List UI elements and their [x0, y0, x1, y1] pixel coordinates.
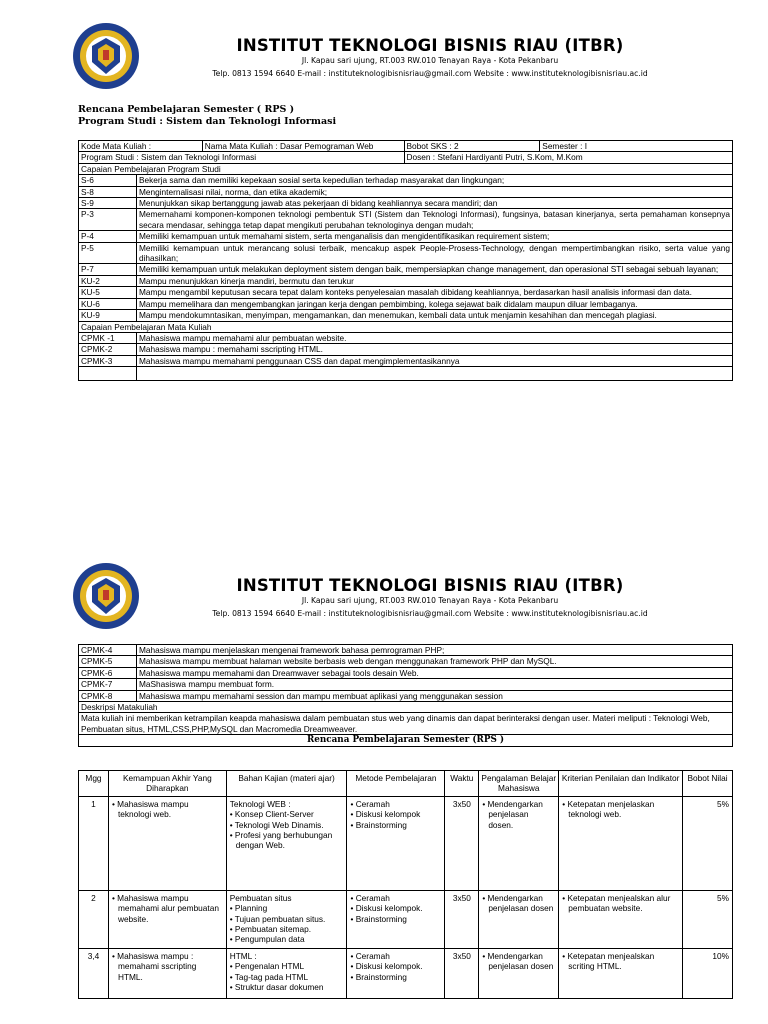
- plan-header-cell: Bahan Kajian (materi ajar): [226, 771, 347, 797]
- course-sks-cell: Bobot SKS : 2: [404, 141, 540, 152]
- cpl-row: [79, 287, 733, 298]
- plan-week: 2: [79, 890, 109, 948]
- cpmk-text: Mahasiswa mampu memahami penggunaan CSS dan dapat mengimplementasikannya: [136, 355, 732, 366]
- plan-bahan-title: HTML :: [229, 950, 257, 961]
- itbr-logo-icon: [72, 562, 140, 630]
- plan-header-cell: Mgg: [79, 771, 109, 797]
- plan-waktu: 3x50: [445, 796, 479, 890]
- course-prodi-cell: Program Studi : Sistem dan Teknologi Informasi: [79, 152, 405, 163]
- empty-cell: [136, 367, 732, 381]
- rps-label-row: [79, 735, 733, 746]
- plan-metode-item: • Diskusi kelompok.: [350, 961, 423, 972]
- cpl-code: P-7: [79, 264, 137, 275]
- cpl-code: S-9: [79, 198, 137, 209]
- itbr-logo-icon: [72, 22, 140, 90]
- cpl-text: Bekerja sama dan memiliki kepekaan sosial serta kepedulian terhadap masyarakat dan lingkungan;: [136, 175, 732, 186]
- plan-waktu: 3x50: [445, 890, 479, 948]
- cpl-text: Memernahami komponen-komponen teknologi pembentuk STI (Sistem dan Teknologi Informasi), fungsinya, batasan kinerjanya, serta pemahaman konsepnya secara mendasar, sehingga tetap dapat mengikuti perubahan teknologinya dengan mudah;: [136, 209, 732, 231]
- course-name-cell: Nama Mata Kuliah : Dasar Pemograman Web: [202, 141, 404, 152]
- course-dosen-cell: Dosen : Stefani Hardiyanti Putri, S.Kom, M.Kom: [404, 152, 733, 163]
- plan-metode-item: • Ceramah: [350, 950, 390, 961]
- cpl-text: Mampu memelihara dan mengembangkan jaringan kerja dengan pembimbing, kolega sejawat baik didalam maupun diluar lembaganya.: [136, 298, 732, 309]
- plan-kriteria: [559, 796, 683, 890]
- plan-header-cell: Metode Pembelajaran: [347, 771, 445, 797]
- letterhead: [0, 562, 768, 632]
- deskripsi-row: [79, 713, 733, 735]
- plan-bahan: [226, 948, 347, 998]
- plan-kriteria: [559, 948, 683, 998]
- cpmk-code: CPMK-5: [79, 656, 137, 667]
- cpmk-row: [79, 679, 733, 690]
- plan-metode-item: • Ceramah: [350, 892, 390, 903]
- plan-bahan-item: • Teknologi Web Dinamis.: [229, 819, 324, 830]
- course-row: [79, 152, 733, 163]
- cpl-code: P-4: [79, 231, 137, 242]
- section-row: [79, 702, 733, 713]
- plan-metode: [347, 948, 445, 998]
- cpmk-code: CPMK-4: [79, 645, 137, 656]
- course-row: [79, 141, 733, 152]
- cpl-row: [79, 275, 733, 286]
- plan-bahan-item: • Pengenalan HTML: [229, 961, 305, 972]
- cpl-row: [79, 310, 733, 321]
- plan-bobot: 5%: [683, 796, 733, 890]
- plan-bahan-title: Pembuatan situs: [229, 892, 292, 903]
- plan-bahan-item: • Pembuatan sitemap.: [229, 924, 312, 935]
- cpl-text: Memiliki kemampuan untuk memahami sistem, serta menganalisis dan mengidentifikasikan requirement sistem;: [136, 231, 732, 242]
- cpmk-row: [79, 656, 733, 667]
- cpmk-row: [79, 344, 733, 355]
- plan-kriteria: [559, 890, 683, 948]
- cpl-code: P-5: [79, 242, 137, 264]
- plan-bahan-item: • Tujuan pembuatan situs.: [229, 913, 326, 924]
- cpl-row: [79, 264, 733, 275]
- plan-kriteria-text: • Ketepatan menjealskan scriting HTML.: [562, 950, 655, 972]
- cpl-text: Memiliki kemampuan untuk merancang solusi terbaik, mencakup aspek People-Prosess-Technology, dengan mempertimbangkan risiko, serta value yang dihasilkan;: [136, 242, 732, 264]
- cpmk-code: CPMK-6: [79, 667, 137, 678]
- cpl-code: KU-2: [79, 275, 137, 286]
- plan-bahan-item: • Pengumpulan data: [229, 934, 305, 945]
- plan-kemampuan: [108, 948, 226, 998]
- cpl-code: KU-9: [79, 310, 137, 321]
- plan-metode: [347, 890, 445, 948]
- plan-metode-item: • Ceramah: [350, 798, 390, 809]
- plan-header-cell: Waktu: [445, 771, 479, 797]
- cpl-text: Mampu menunjukkan kinerja mandiri, bermutu dan terukur: [136, 275, 732, 286]
- plan-header-cell: Kemampuan Akhir Yang Diharapkan: [108, 771, 226, 797]
- institution-title: INSTITUT TEKNOLOGI BISNIS RIAU (ITBR): [236, 36, 624, 55]
- plan-kriteria-text: • Ketepatan menjelaskan teknologi web.: [562, 798, 655, 820]
- plan-kriteria-text: • Ketepatan menjealskan alur pembuatan website.: [562, 892, 671, 914]
- document-page-2: [0, 540, 768, 1024]
- cpmk-row: [79, 645, 733, 656]
- course-code-cell: Kode Mata Kuliah :: [79, 141, 203, 152]
- plan-bahan: [226, 890, 347, 948]
- plan-bobot: 10%: [683, 948, 733, 998]
- plan-row: [79, 890, 733, 948]
- cpmk-code: CPMK-3: [79, 355, 137, 366]
- cpl-code: S-8: [79, 186, 137, 197]
- cpl-row: [79, 198, 733, 209]
- plan-metode-item: • Diskusi kelompok.: [350, 903, 423, 914]
- plan-kemampuan: [108, 796, 226, 890]
- plan-bahan-item: • Profesi yang berhubungan dengan Web.: [229, 830, 333, 851]
- cpl-code: KU-5: [79, 287, 137, 298]
- cpmk-text: Mahasiswa mampu membuat halaman website berbasis web dengan menggunakan framework PHP dan MySQL.: [137, 656, 733, 667]
- plan-bahan: [226, 796, 347, 890]
- plan-waktu: 3x50: [445, 948, 479, 998]
- plan-pengalaman-text: • Mendengarkan penjelasan dosen: [482, 892, 554, 914]
- plan-pengalaman: [479, 948, 559, 998]
- section-row: [79, 321, 733, 332]
- plan-pengalaman-text: • Mendengarkan penjelasan dosen: [482, 950, 554, 972]
- plan-metode-item: • Brainstorming: [350, 819, 407, 830]
- rps-heading: [78, 104, 336, 128]
- cpl-row: [79, 209, 733, 231]
- weekly-plan-table: [78, 770, 733, 999]
- rps-label: Rencana Pembelajaran Semester (RPS ): [79, 735, 733, 746]
- plan-week: 3,4: [79, 948, 109, 998]
- plan-bahan-item: • Konsep Client-Server: [229, 809, 314, 820]
- deskripsi-title: Deskripsi Matakuliah: [79, 702, 733, 713]
- cpl-code: KU-6: [79, 298, 137, 309]
- empty-cell: [79, 367, 137, 381]
- cpmk-code: CPMK-8: [79, 690, 137, 701]
- deskripsi-text: Mata kuliah ini memberikan ketrampilan keapda mahasiswa dalam pembuatan stus web yang dinamis dan dapat berinteraksi dengan user. Materi meliputi : Teknologi Web, Pembuatan situs, HTML,CSS,PHP,MySQL dan Macromedia Dreamweaver.: [79, 713, 733, 735]
- plan-pengalaman: [479, 796, 559, 890]
- cpl-text: Menginternalisasi nilai, norma, dan etika akademik;: [136, 186, 732, 197]
- plan-row: [79, 796, 733, 890]
- cpmk-description-table: [78, 644, 733, 747]
- cpmk-code: CPMK-7: [79, 679, 137, 690]
- cpl-text: Menunjukkan sikap bertanggung jawab atas pekerjaan di bidang keahliannya secara mandiri; dan: [136, 198, 732, 209]
- cpl-section-title: Capaian Pembelajaran Program Studi: [79, 163, 733, 174]
- plan-bahan-item: • Planning: [229, 903, 268, 914]
- plan-header-cell: Kriterian Penilaian dan Indikator: [559, 771, 683, 797]
- cpmk-text: Mahasiswa mampu menjelaskan mengenai framework bahasa pemrograman PHP;: [137, 645, 733, 656]
- institution-contact: Telp. 0813 1594 6640 E-mail : instituteknologibisnisriau@gmail.com Website : www.instituteknologibisnisriau.ac.id: [212, 609, 648, 618]
- course-semester-cell: Semester : I: [540, 141, 733, 152]
- cpl-text: Memiliki kemampuan untuk melakukan deployment sistem dengan baik, mempersiapkan change management, dan operasional STI sebagai sebuah layanan;: [136, 264, 732, 275]
- cpl-row: [79, 186, 733, 197]
- cpl-code: S-6: [79, 175, 137, 186]
- cpmk-code: CPMK -1: [79, 332, 137, 343]
- course-info-table: [78, 140, 733, 381]
- plan-kemampuan-text: • Mahasiswa mampu teknologi web.: [111, 798, 189, 820]
- cpmk-text: Mahasiswa mampu memahami dan Dreamwaver sebagai tools desain Web.: [137, 667, 733, 678]
- cpmk-row: [79, 332, 733, 343]
- plan-row: [79, 948, 733, 998]
- cpmk-text: MaShasiswa mampu membuat form.: [137, 679, 733, 690]
- plan-bahan-title: Teknologi WEB :: [229, 798, 291, 809]
- cpmk-row: [79, 667, 733, 678]
- plan-bahan-item: • Struktur dasar dokumen: [229, 982, 324, 993]
- plan-pengalaman: [479, 890, 559, 948]
- institution-contact: Telp. 0813 1594 6640 E-mail : instituteknologibisnisriau@gmail.com Website : www.instituteknologibisnisriau.ac.id: [212, 69, 648, 78]
- plan-header-cell: Bobot Nilai: [683, 771, 733, 797]
- cpl-row: [79, 242, 733, 264]
- rps-heading-prodi: Program Studi : Sistem dan Teknologi Informasi: [78, 116, 337, 127]
- cpl-code: P-3: [79, 209, 137, 231]
- cpl-row: [79, 175, 733, 186]
- cpmk-text: Mahasiswa mampu : memahami sscripting HTML.: [136, 344, 732, 355]
- cpmk-code: CPMK-2: [79, 344, 137, 355]
- cpmk-row: [79, 355, 733, 366]
- plan-bobot: 5%: [683, 890, 733, 948]
- cpmk-text: Mahasiswa mampu memahami session dan mampu membuat aplikasi yang menggunakan session: [137, 690, 733, 701]
- plan-pengalaman-text: • Mendengarkan penjelasan dosen.: [482, 798, 543, 830]
- cpmk-text: Mahasiswa mampu memahami alur pembuatan website.: [136, 332, 732, 343]
- cpl-text: Mampu mendokumntasikan, menyimpan, mengamankan, dan menemukan, kembali data untuk menjamin kesahihan dan mencegah plagiasi.: [136, 310, 732, 321]
- section-row: [79, 163, 733, 174]
- plan-metode-item: • Brainstorming: [350, 971, 407, 982]
- cpmk-row: [79, 690, 733, 701]
- institution-address: Jl. Kapau sari ujung, RT.003 RW.010 Tenayan Raya - Kota Pekanbaru: [301, 56, 559, 65]
- cpl-row: [79, 298, 733, 309]
- cpl-text: Mampu mengambil keputusan secara tepat dalam konteks penyelesaian masalah dibidang keahliannya, berdasarkan hasil analisis informasi dan data.: [136, 287, 732, 298]
- plan-week: 1: [79, 796, 109, 890]
- plan-kemampuan: [108, 890, 226, 948]
- plan-metode-item: • Diskusi kelompok: [350, 809, 421, 820]
- empty-row: [79, 367, 733, 381]
- plan-kemampuan-text: • Mahasiswa mampu memahami alur pembuatan website.: [111, 892, 219, 924]
- plan-metode: [347, 796, 445, 890]
- letterhead: [0, 22, 768, 92]
- institution-title: INSTITUT TEKNOLOGI BISNIS RIAU (ITBR): [236, 576, 624, 595]
- institution-address: Jl. Kapau sari ujung, RT.003 RW.010 Tenayan Raya - Kota Pekanbaru: [301, 596, 559, 605]
- plan-metode-item: • Brainstorming: [350, 913, 407, 924]
- page-gap: [0, 520, 768, 540]
- plan-header-cell: Pengalaman Belajar Mahasiswa: [479, 771, 559, 797]
- plan-bahan-item: • Tag-tag pada HTML: [229, 971, 309, 982]
- cpmk-section-title: Capaian Pembelajaran Mata Kuliah: [79, 321, 733, 332]
- plan-kemampuan-text: • Mahasiswa mampu : memahami sscripting HTML.: [111, 950, 197, 982]
- rps-heading-title: Rencana Pembelajaran Semester ( RPS ): [78, 104, 295, 115]
- cpl-row: [79, 231, 733, 242]
